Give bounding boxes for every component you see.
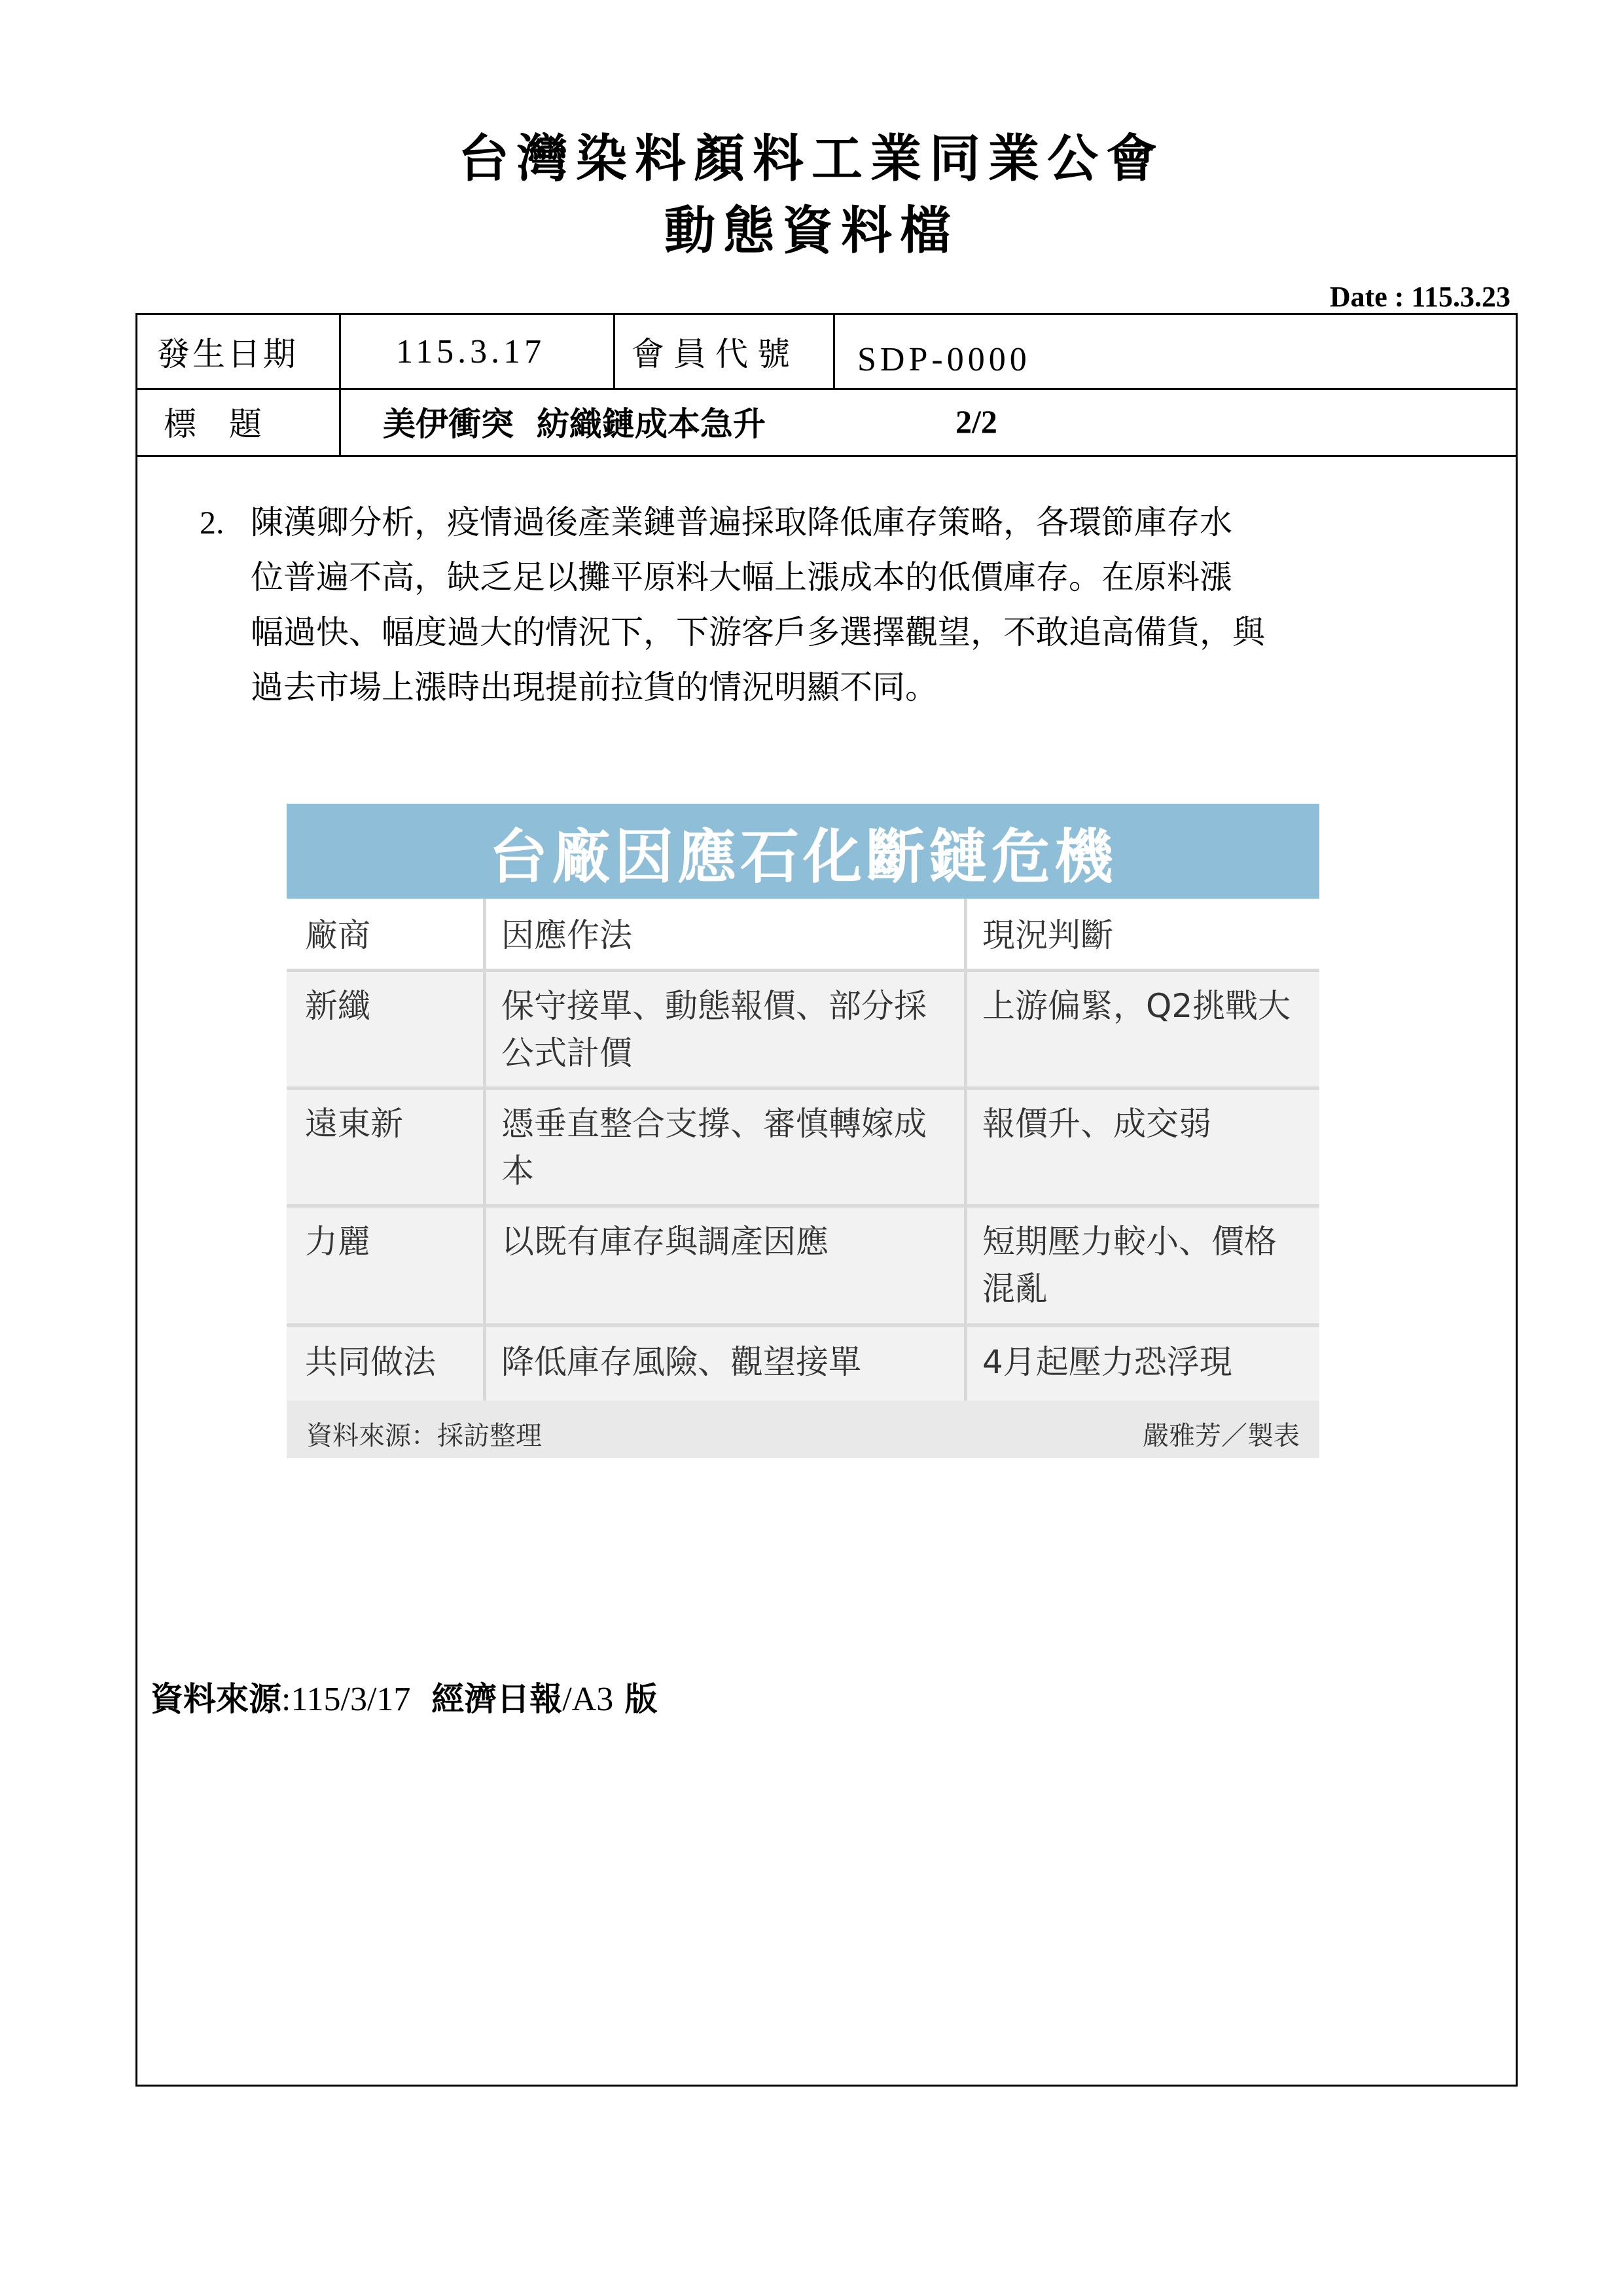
company-cell: 共同做法 bbox=[305, 1343, 436, 1381]
column-divider bbox=[483, 899, 486, 972]
column-divider bbox=[483, 1090, 486, 1208]
column-divider bbox=[483, 1208, 486, 1327]
doc-date: Date : 115.3.23 bbox=[1329, 281, 1510, 313]
table-header-row bbox=[287, 899, 1319, 972]
status-cell: 報價升、成交弱 bbox=[982, 1105, 1211, 1143]
column-divider bbox=[483, 1327, 486, 1401]
news-table-title: 台廠因應石化斷鏈危機 bbox=[287, 804, 1319, 899]
column-header-company: 廠商 bbox=[305, 916, 370, 954]
status-cell: 短期壓力較小、價格混亂 bbox=[982, 1223, 1277, 1308]
member-label: 會員代號 bbox=[632, 335, 799, 373]
response-cell: 憑垂直整合支撐、審慎轉嫁成本 bbox=[501, 1105, 927, 1190]
form-divider bbox=[339, 315, 341, 455]
status-cell: 4月起壓力恐浮現 bbox=[982, 1343, 1232, 1381]
source-colon: : bbox=[281, 1681, 291, 1718]
title-label: 標 題 bbox=[164, 405, 262, 443]
column-divider bbox=[964, 972, 967, 1090]
table-row bbox=[287, 1208, 1319, 1327]
body-paragraph bbox=[200, 495, 1410, 715]
form-divider bbox=[137, 455, 1516, 457]
company-cell: 遠東新 bbox=[305, 1105, 403, 1143]
date-label: 發生日期 bbox=[157, 335, 298, 373]
table-row bbox=[287, 972, 1319, 1090]
source-edition: /A3 bbox=[562, 1681, 614, 1718]
record-frame bbox=[135, 313, 1518, 2087]
source-label: 資料來源 bbox=[151, 1680, 281, 1718]
company-cell: 新纖 bbox=[305, 987, 370, 1025]
table-credit: 嚴雅芳／製表 bbox=[1143, 1421, 1300, 1451]
table-row bbox=[287, 1327, 1319, 1401]
column-divider bbox=[483, 972, 486, 1090]
table-row bbox=[287, 1090, 1319, 1208]
column-divider bbox=[964, 899, 967, 972]
source-outlet: 經濟日報 bbox=[431, 1680, 563, 1718]
column-divider bbox=[964, 1208, 967, 1327]
status-cell: 上游偏緊，Q2挑戰大 bbox=[982, 987, 1291, 1025]
body-line: 位普遍不高，缺乏足以攤平原料大幅上漲成本的低價庫存。在原料漲 bbox=[251, 558, 1232, 596]
news-table-graphic bbox=[287, 804, 1319, 1458]
response-cell: 降低庫存風險、觀望接單 bbox=[501, 1343, 861, 1381]
item-number: 2. bbox=[200, 504, 224, 541]
column-divider bbox=[964, 1090, 967, 1208]
article-title: 美伊衝突 紡織鏈成本急升 bbox=[383, 405, 766, 443]
date-value: 115.3.17 bbox=[396, 332, 546, 370]
source-date: 115/3/17 bbox=[291, 1681, 411, 1718]
body-line: 過去市場上漲時出現提前拉貨的情況明顯不同。 bbox=[251, 668, 938, 706]
company-cell: 力麗 bbox=[305, 1223, 370, 1261]
body-line: 幅過快、幅度過大的情況下，下游客戶多選擇觀望，不敢追高備貨，與 bbox=[251, 613, 1265, 651]
page-indicator: 2/2 bbox=[955, 403, 997, 440]
table-source: 資料來源：採訪整理 bbox=[306, 1421, 542, 1451]
column-header-response: 因應作法 bbox=[501, 916, 632, 954]
source-line bbox=[151, 1673, 658, 1720]
body-line: 陳漢卿分析，疫情過後產業鏈普遍採取降低庫存策略，各環節庫存水 bbox=[251, 503, 1232, 541]
form-divider bbox=[137, 388, 1516, 390]
org-name: 台灣染料顏料工業同業公會 bbox=[457, 130, 1165, 188]
column-divider bbox=[964, 1327, 967, 1401]
response-cell: 以既有庫存與調產因應 bbox=[501, 1223, 829, 1261]
source-suffix: 版 bbox=[613, 1680, 658, 1718]
form-divider bbox=[613, 315, 615, 388]
column-header-status: 現況判斷 bbox=[982, 916, 1113, 954]
doc-type-title: 動態資料檔 bbox=[664, 202, 959, 260]
response-cell: 保守接單、動態報價、部分採公式計價 bbox=[501, 987, 927, 1072]
form-divider bbox=[833, 315, 835, 388]
table-footer bbox=[287, 1401, 1319, 1458]
member-code: SDP-0000 bbox=[857, 340, 1031, 378]
